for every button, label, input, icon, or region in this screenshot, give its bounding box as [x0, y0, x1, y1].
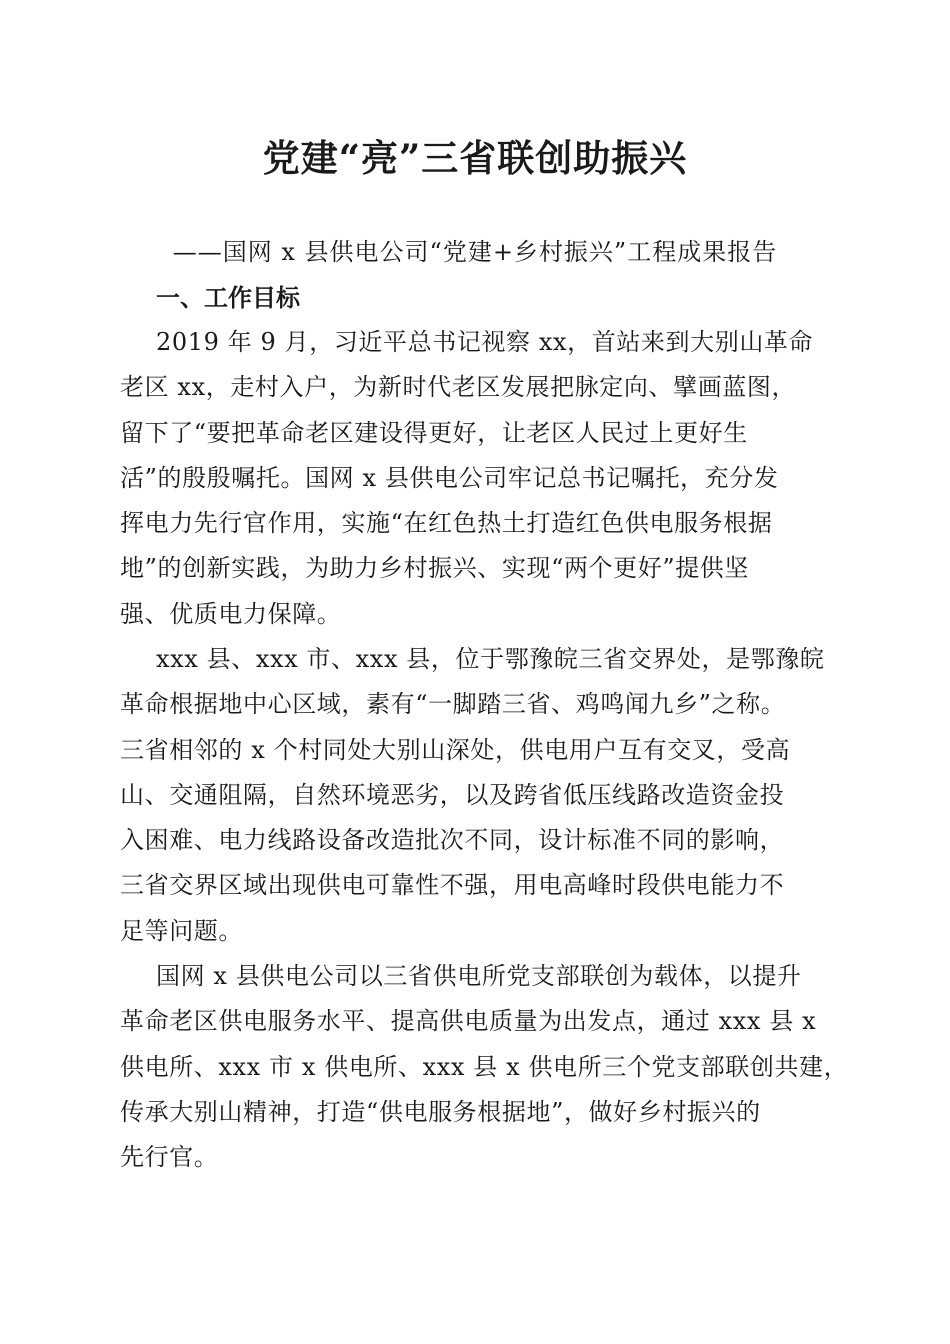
paragraph-line: 2019 年 9 月，习近平总书记视察 xx，首站来到大别山革命 [156, 328, 814, 356]
paragraph-line: 活”的殷殷嘱托。国网 x 县供电公司牢记总书记嘱托，充分发 [120, 463, 779, 492]
paragraph-line: 地”的创新实践，为助力乡村振兴、实现“两个更好”提供坚 [120, 554, 750, 583]
paragraph-line: 山、交通阻隔，自然环境恶劣，以及跨省低压线路改造资金投 [120, 780, 785, 809]
paragraph-1 [120, 320, 840, 637]
paragraph-line: 三省相邻的 x 个村同处大别山深处，供电用户互有交叉，受高 [120, 735, 791, 764]
paragraph-line: 挥电力先行官作用，实施“在红色热土打造红色供电服务根据 [120, 509, 773, 538]
paragraph-line: 老区 xx，走村入户，为新时代老区发展把脉定向、擘画蓝图， [120, 373, 797, 402]
paragraph-line: 革命老区供电服务水平、提高供电质量为出发点，通过 xxx 县 x [120, 1007, 817, 1036]
paragraph-line: xxx 县、xxx 市、xxx 县，位于鄂豫皖三省交界处，是鄂豫皖 [156, 645, 825, 673]
paragraph-line: 留下了“要把革命老区建设得更好，让老区人民过上更好生 [120, 418, 748, 447]
paragraph-line: 三省交界区域出现供电可靠性不强，用电高峰时段供电能力不 [120, 871, 785, 900]
paragraph-2 [120, 637, 840, 954]
paragraph-line: 传承大别山精神，打造“供电服务根据地”，做好乡村振兴的 [120, 1097, 761, 1126]
paragraph-line: 革命根据地中心区域，素有“一脚踏三省、鸡鸣闻九乡”之称。 [120, 690, 786, 719]
paragraph-line: 供电所、xxx 市 x 供电所、xxx 县 x 供电所三个党支部联创共建， [120, 1052, 849, 1081]
document-title: 党建“亮”三省联创助振兴 [262, 136, 688, 180]
paragraph-line: 入困难、电力线路设备改造批次不同，设计标准不同的影响， [120, 826, 785, 855]
paragraph-line: 足等问题。 [120, 916, 243, 945]
paragraph-line: 强、优质电力保障。 [120, 599, 342, 628]
document-subtitle: ——国网 x 县供电公司“党建+乡村振兴”工程成果报告 [172, 238, 778, 266]
paragraph-line: 先行官。 [120, 1143, 219, 1172]
paragraph-line: 国网 x 县供电公司以三省供电所党支部联创为载体，以提升 [156, 962, 802, 990]
section-heading: 一、工作目标 [156, 284, 300, 312]
paragraph-3 [120, 954, 849, 1180]
